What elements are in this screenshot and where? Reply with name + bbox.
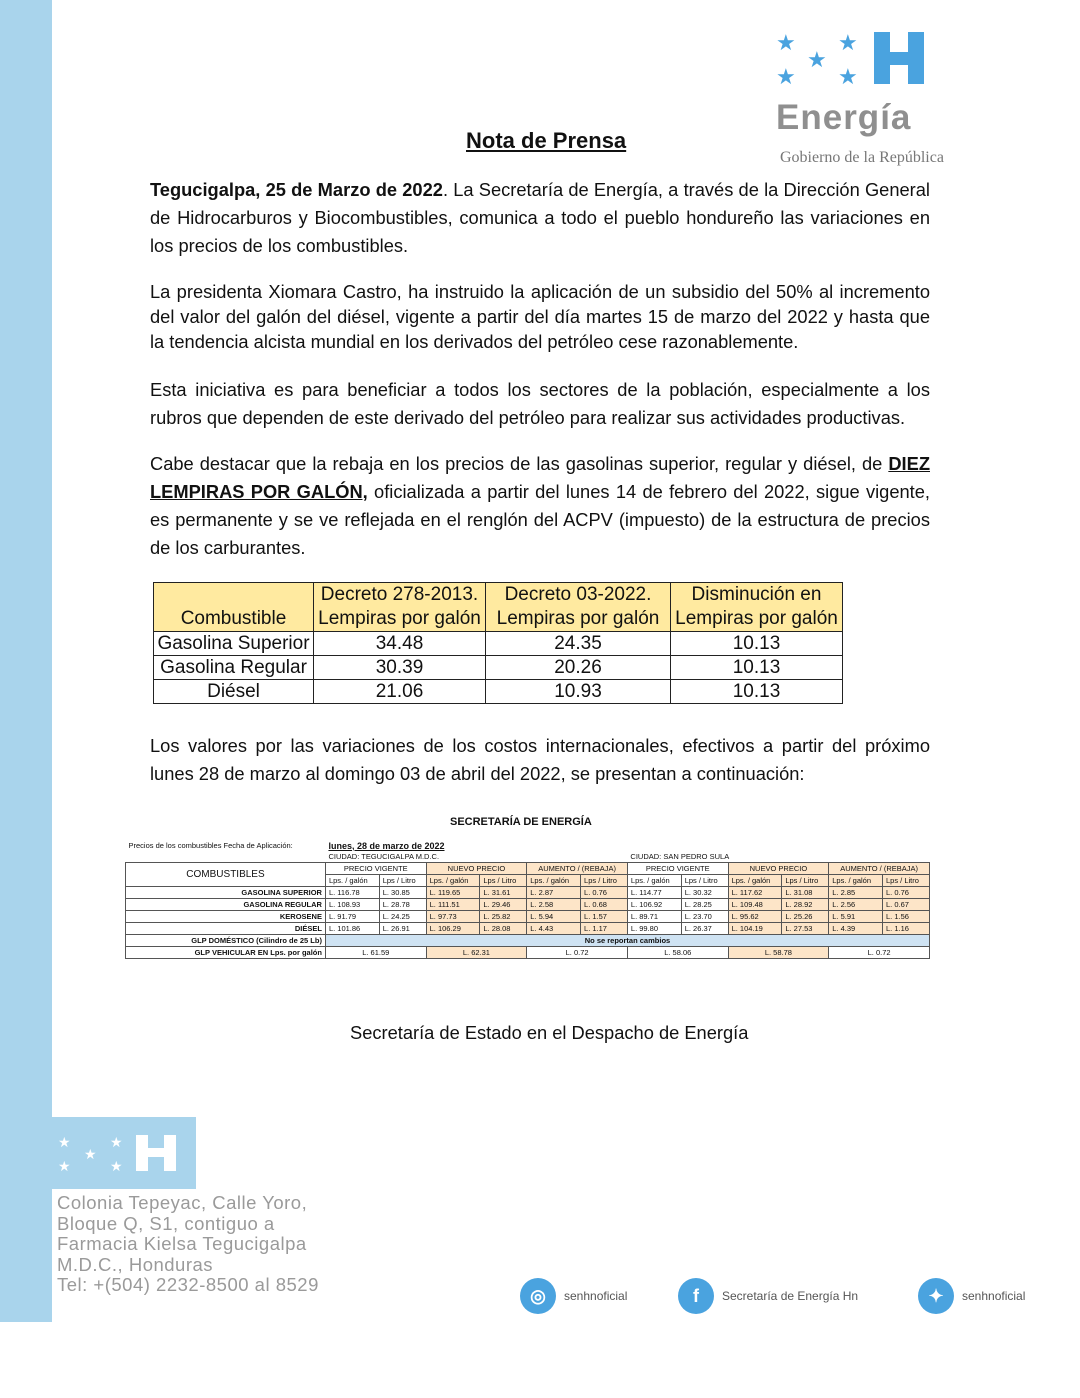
h-stars-footer-icon <box>52 1117 196 1189</box>
svg-text:★: ★ <box>807 48 827 73</box>
table-row: GLP DOMÉSTICO (Cilindro de 25 Lb) No se reportan cambios <box>126 935 930 947</box>
paragraph-4-highlight: DIEZ LEMPIRAS POR GALÓN, <box>150 453 930 502</box>
paragraph-5: Los valores por las variaciones de los costos internacionales, efectivos a partir del próximo lunes 28 de marzo al domingo 03 de abril del 2022, se presentan a continuación: <box>150 735 930 784</box>
footer-logo <box>52 1117 196 1189</box>
signature: Secretaría de Estado en el Despacho de Energía <box>350 1022 749 1043</box>
address-block: Colonia Tepeyac, Calle Yoro, Bloque Q, S1, contiguo a Farmacia Kielsa Tegucigalpa M.D.C., Honduras Tel: +(504) 2232-8500 al 8529 <box>57 1192 319 1295</box>
facebook-icon: f <box>678 1278 714 1314</box>
paragraph-4-b: oficializada a partir del lunes 14 de febrero del 2022, sigue vigente, es permanente y se ve reflejada en el renglón del ACPV (impuesto) de la estructura de precios de los carburantes. <box>150 481 931 558</box>
paragraph-4-a: Cabe destacar que la rebaja en los precios de las gasolinas superior, regular y diésel, de <box>150 453 889 474</box>
header-cell: Disminución en Lempiras por galón <box>671 583 843 632</box>
header-cell: Combustible <box>154 583 314 632</box>
table-row: Precios de los combustibles Fecha de Aplicación: lunes, 28 de marzo de 2022 <box>128 840 445 851</box>
table-row: KEROSENE L. 91.79 L. 24.25 L. 97.73 L. 25.82 L. 5.94 L. 1.57 L. 89.71 L. 23.70 L. 95.62 L. 25.26 L. 5.91 L. 1.56 <box>126 911 930 923</box>
paragraph-1 <box>150 176 930 260</box>
instagram-icon: ◎ <box>520 1278 556 1314</box>
table-row: Lps. / galón Lps / Litro Lps. / galón Lps / Litro Lps. / galón Lps / Litro Lps. / galón Lps / Litro Lps. / galón Lps / Litro Lps. / galón Lps / Litro <box>126 875 930 887</box>
svg-text:★: ★ <box>110 1135 123 1151</box>
paragraph-2: La presidenta Xiomara Castro, ha instruido la aplicación de un subsidio del 50% al incremento del valor del galón del diésel, vigente a partir del día martes 15 de marzo del 2022 y hasta que la tendencia alcista mundial en los derivados del petróleo cese razonablemente. <box>150 281 930 352</box>
paragraph-1-text: . La Secretaría de Energía, a través de la Dirección General de Hidrocarburos y Biocombustibles, comunica a todo el pueblo hondureño las variaciones en los precios de los combustibles. <box>150 179 930 256</box>
h-stars-logo-icon <box>772 30 972 92</box>
twitter-icon: ✦ <box>918 1278 954 1314</box>
paragraph-4 <box>150 450 930 562</box>
svg-text:★: ★ <box>776 65 796 90</box>
decree-comparison-table <box>153 582 843 704</box>
paragraph-3: Esta iniciativa es para beneficiar a todos los sectores de la población, especialmente a los rubros que dependen de este derivado del petróleo para realizar sus actividades productivas. <box>150 379 930 428</box>
svg-text:★: ★ <box>58 1159 71 1175</box>
header-cell: Decreto 03-2022. Lempiras por galón <box>486 583 671 632</box>
table-row: GASOLINA REGULAR L. 108.93 L. 28.78 L. 111.51 L. 29.46 L. 2.58 L. 0.68 L. 106.92 L. 28.25 L. 109.48 L. 28.92 L. 2.56 L. 0.67 <box>126 899 930 911</box>
social-instagram[interactable]: ◎ senhnoficial <box>520 1278 627 1314</box>
table-row: CIUDAD: TEGUCIGALPA M.D.C. CIUDAD: SAN PEDRO SULA <box>328 852 730 861</box>
fuel-price-table <box>125 840 930 959</box>
logo-subtitle: Gobierno de la República <box>780 149 944 166</box>
table-row: Gasolina Superior 34.48 24.35 10.13 <box>154 632 843 656</box>
social-twitter[interactable]: ✦ senhnoficial <box>918 1278 1025 1314</box>
table-row: DIÉSEL L. 101.86 L. 26.91 L. 106.29 L. 28.08 L. 4.43 L. 1.17 L. 99.80 L. 26.37 L. 104.19 L. 27.53 L. 4.39 L. 1.16 <box>126 923 930 935</box>
price-table-heading: SECRETARÍA DE ENERGÍA <box>450 816 592 828</box>
table-header-row <box>154 583 843 632</box>
header-cell: Decreto 278-2013. Lempiras por galón <box>314 583 486 632</box>
table-row: GASOLINA SUPERIOR L. 116.78 L. 30.85 L. 119.65 L. 31.61 L. 2.87 L. 0.76 L. 114.77 L. 30.32 L. 117.62 L. 31.08 L. 2.85 L. 0.76 <box>126 887 930 899</box>
svg-text:★: ★ <box>110 1159 123 1175</box>
energia-logo <box>772 30 972 170</box>
svg-text:★: ★ <box>776 31 796 56</box>
dateline: Tegucigalpa, 25 de Marzo de 2022 <box>150 179 443 200</box>
table-row: Gasolina Regular 30.39 20.26 10.13 <box>154 656 843 680</box>
svg-text:★: ★ <box>838 65 858 90</box>
table-row: Diésel 21.06 10.93 10.13 <box>154 680 843 704</box>
left-color-band <box>0 0 52 1322</box>
logo-title: Energía <box>776 98 912 137</box>
svg-text:★: ★ <box>58 1135 71 1151</box>
svg-text:★: ★ <box>84 1147 97 1163</box>
svg-text:★: ★ <box>838 31 858 56</box>
social-facebook[interactable]: f Secretaría de Energía Hn <box>678 1278 858 1314</box>
page-title: Nota de Prensa <box>466 128 627 153</box>
table-row: GLP VEHICULAR EN Lps. por galón L. 61.59 L. 62.31 L. 0.72 L. 58.06 L. 58.78 L. 0.72 <box>126 947 930 959</box>
table-row: COMBUSTIBLES PRECIO VIGENTE NUEVO PRECIO AUMENTO / (REBAJA) PRECIO VIGENTE NUEVO PRECIO AUMENTO / (REBAJA) <box>126 863 930 875</box>
